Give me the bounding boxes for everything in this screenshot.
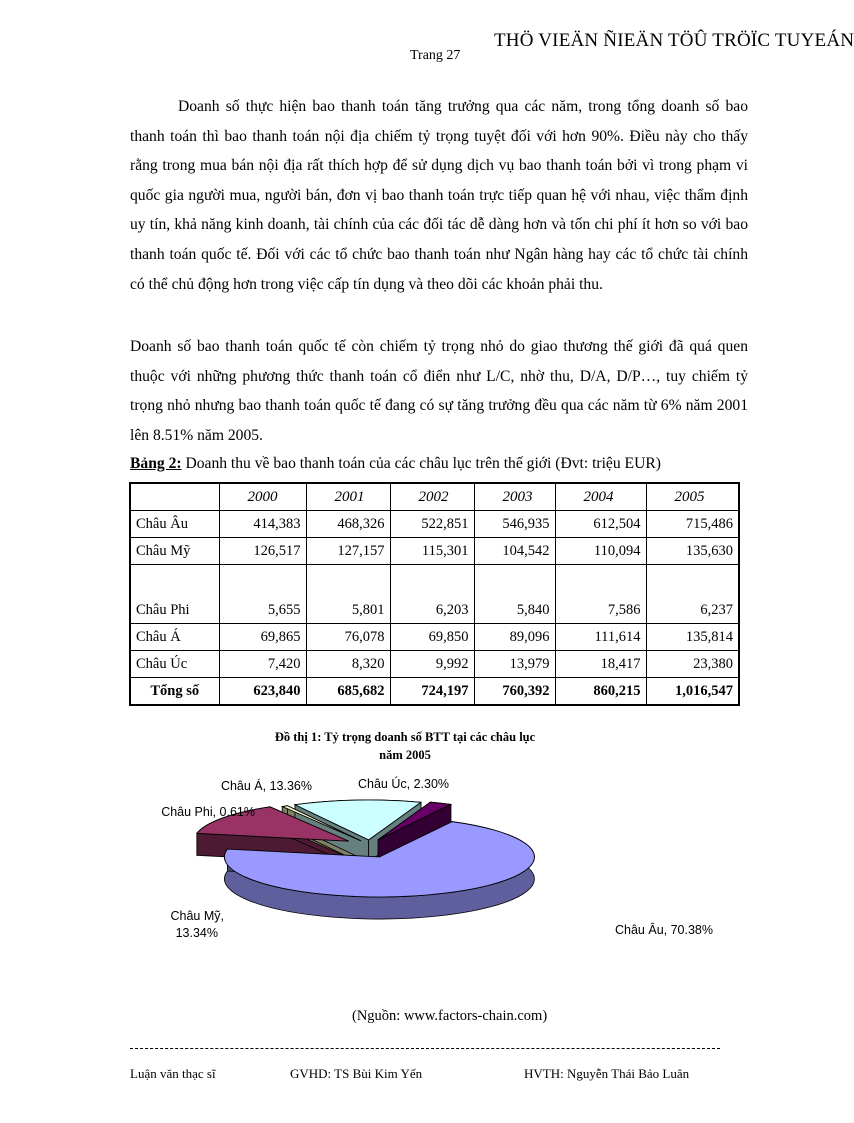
table-cell: 546,935 xyxy=(474,511,555,538)
table-cell: 522,851 xyxy=(390,511,474,538)
total-cell: 760,392 xyxy=(474,678,555,706)
paragraph-domestic-factoring: Doanh số thực hiện bao thanh toán tăng trưởng qua các năm, trong tổng doanh số bao thanh toán thì bao thanh toán nội địa chiếm tỷ trọng tuyệt đối với hơn 90%. Điều này cho thấy rằng trong mua bán nội địa rất thích hợp để sử dụng dịch vụ bao thanh toán bởi vì trong phạm vi quốc gia người mua, người bán, đơn vị bao thanh toán trực tiếp quan hệ với nhau, việc thẩm định uy tín, khả năng kinh doanh, tài chính của các đối tác dễ dàng hơn và tốn chi phí ít hơn so với bao thanh toán quốc tế. Đối với các tổ chức bao thanh toán như Ngân hàng hay các tổ chức tài chính có thể chủ động hơn trong việc cấp tín dụng và theo dõi các khoản phải thu. xyxy=(130,98,748,293)
table-caption-label: Bảng 2: xyxy=(130,455,182,472)
footer-thesis-type: Luận văn thạc sĩ xyxy=(130,1066,216,1081)
header-year-2002: 2002 xyxy=(390,483,474,511)
page-number: Trang 27 xyxy=(410,48,461,63)
total-label: Tổng số xyxy=(130,678,219,706)
total-cell: 685,682 xyxy=(306,678,390,706)
table-cell: 468,326 xyxy=(306,511,390,538)
table-row xyxy=(130,624,739,651)
total-cell: 623,840 xyxy=(219,678,306,706)
table-cell: 5,840 xyxy=(474,565,555,624)
table-cell: 7,586 xyxy=(555,565,646,624)
row-label: Châu Phi xyxy=(130,565,219,624)
table-row xyxy=(130,538,739,565)
table-cell: 89,096 xyxy=(474,624,555,651)
table-cell: 110,094 xyxy=(555,538,646,565)
table-cell: 135,814 xyxy=(646,624,739,651)
footer-supervisor: GVHD: TS Bùi Kim Yến xyxy=(290,1066,423,1081)
table-cell: 127,157 xyxy=(306,538,390,565)
table-cell: 5,655 xyxy=(219,565,306,624)
table-cell: 18,417 xyxy=(555,651,646,678)
source-note: (Nguồn: www.factors-chain.com) xyxy=(352,1008,548,1024)
table-cell: 111,614 xyxy=(555,624,646,651)
table-cell: 612,504 xyxy=(555,511,646,538)
pie-label: Châu Phi, 0.61% xyxy=(161,805,255,819)
pie-label: Châu Âu, 70.38% xyxy=(615,923,713,937)
table-total-row xyxy=(130,678,739,706)
total-cell: 1,016,547 xyxy=(646,678,739,706)
table-cell: 104,542 xyxy=(474,538,555,565)
row-label: Châu Á xyxy=(130,624,219,651)
header-site-title: THÖ VIEÄN ÑIEÄN TÖÛ TRÖÏC TUYEÁN xyxy=(494,30,854,51)
chart-title-line: Đồ thị 1: Tỷ trọng doanh số BTT tại các châu lục xyxy=(274,730,536,744)
table-cell: 76,078 xyxy=(306,624,390,651)
header-year-2003: 2003 xyxy=(474,483,555,511)
table-cell: 69,865 xyxy=(219,624,306,651)
pie-label: Châu Mỹ, xyxy=(170,909,224,923)
table-cell: 6,237 xyxy=(646,565,739,624)
row-label: Châu Úc xyxy=(130,651,219,678)
table-caption-text: Doanh thu về bao thanh toán của các châu lục trên thế giới (Đvt: triệu EUR) xyxy=(181,455,661,472)
table-header-row xyxy=(130,483,739,511)
table-cell: 135,630 xyxy=(646,538,739,565)
table-cell: 715,486 xyxy=(646,511,739,538)
table-row xyxy=(130,565,739,624)
row-label: Châu Âu xyxy=(130,511,219,538)
table-cell: 5,801 xyxy=(306,565,390,624)
footer-author: HVTH: Nguyễn Thái Bảo Luân xyxy=(524,1066,690,1081)
header-empty-cell xyxy=(130,483,219,511)
table-caption xyxy=(130,455,661,473)
table-cell: 115,301 xyxy=(390,538,474,565)
table-row xyxy=(130,511,739,538)
paragraph-international-factoring: Doanh số bao thanh toán quốc tế còn chiếm tỷ trọng nhỏ do giao thương thế giới đã quá quen thuộc với những phương thức thanh toán cổ điển như L/C, nhờ thu, D/A, D/P…, tuy chiếm tỷ trọng nhỏ nhưng bao thanh toán quốc tế đang có sự tăng trưởng đều qua các năm từ 6% năm 2001 lên 8.51% năm 2005. xyxy=(130,338,748,444)
header-year-2005: 2005 xyxy=(646,483,739,511)
table-cell: 414,383 xyxy=(219,511,306,538)
table-cell: 23,380 xyxy=(646,651,739,678)
pie-label: Châu Á, 13.36% xyxy=(220,779,312,793)
table-cell: 7,420 xyxy=(219,651,306,678)
header-year-2001: 2001 xyxy=(306,483,390,511)
table-cell: 13,979 xyxy=(474,651,555,678)
table-row xyxy=(130,651,739,678)
revenue-table xyxy=(129,482,740,706)
table-cell: 126,517 xyxy=(219,538,306,565)
table-cell: 8,320 xyxy=(306,651,390,678)
chart-title xyxy=(240,728,570,764)
pie-chart xyxy=(120,770,760,970)
pie-label: Châu Úc, 2.30% xyxy=(358,777,450,791)
header-year-2004: 2004 xyxy=(555,483,646,511)
chart-subtitle-line: năm 2005 xyxy=(379,748,431,762)
total-cell: 724,197 xyxy=(390,678,474,706)
table-cell: 6,203 xyxy=(390,565,474,624)
table-cell: 69,850 xyxy=(390,624,474,651)
pie-label-value: 13.34% xyxy=(175,926,218,940)
header-year-2000: 2000 xyxy=(219,483,306,511)
total-cell: 860,215 xyxy=(555,678,646,706)
table-cell: 9,992 xyxy=(390,651,474,678)
footer-divider xyxy=(130,1048,720,1049)
row-label: Châu Mỹ xyxy=(130,538,219,565)
